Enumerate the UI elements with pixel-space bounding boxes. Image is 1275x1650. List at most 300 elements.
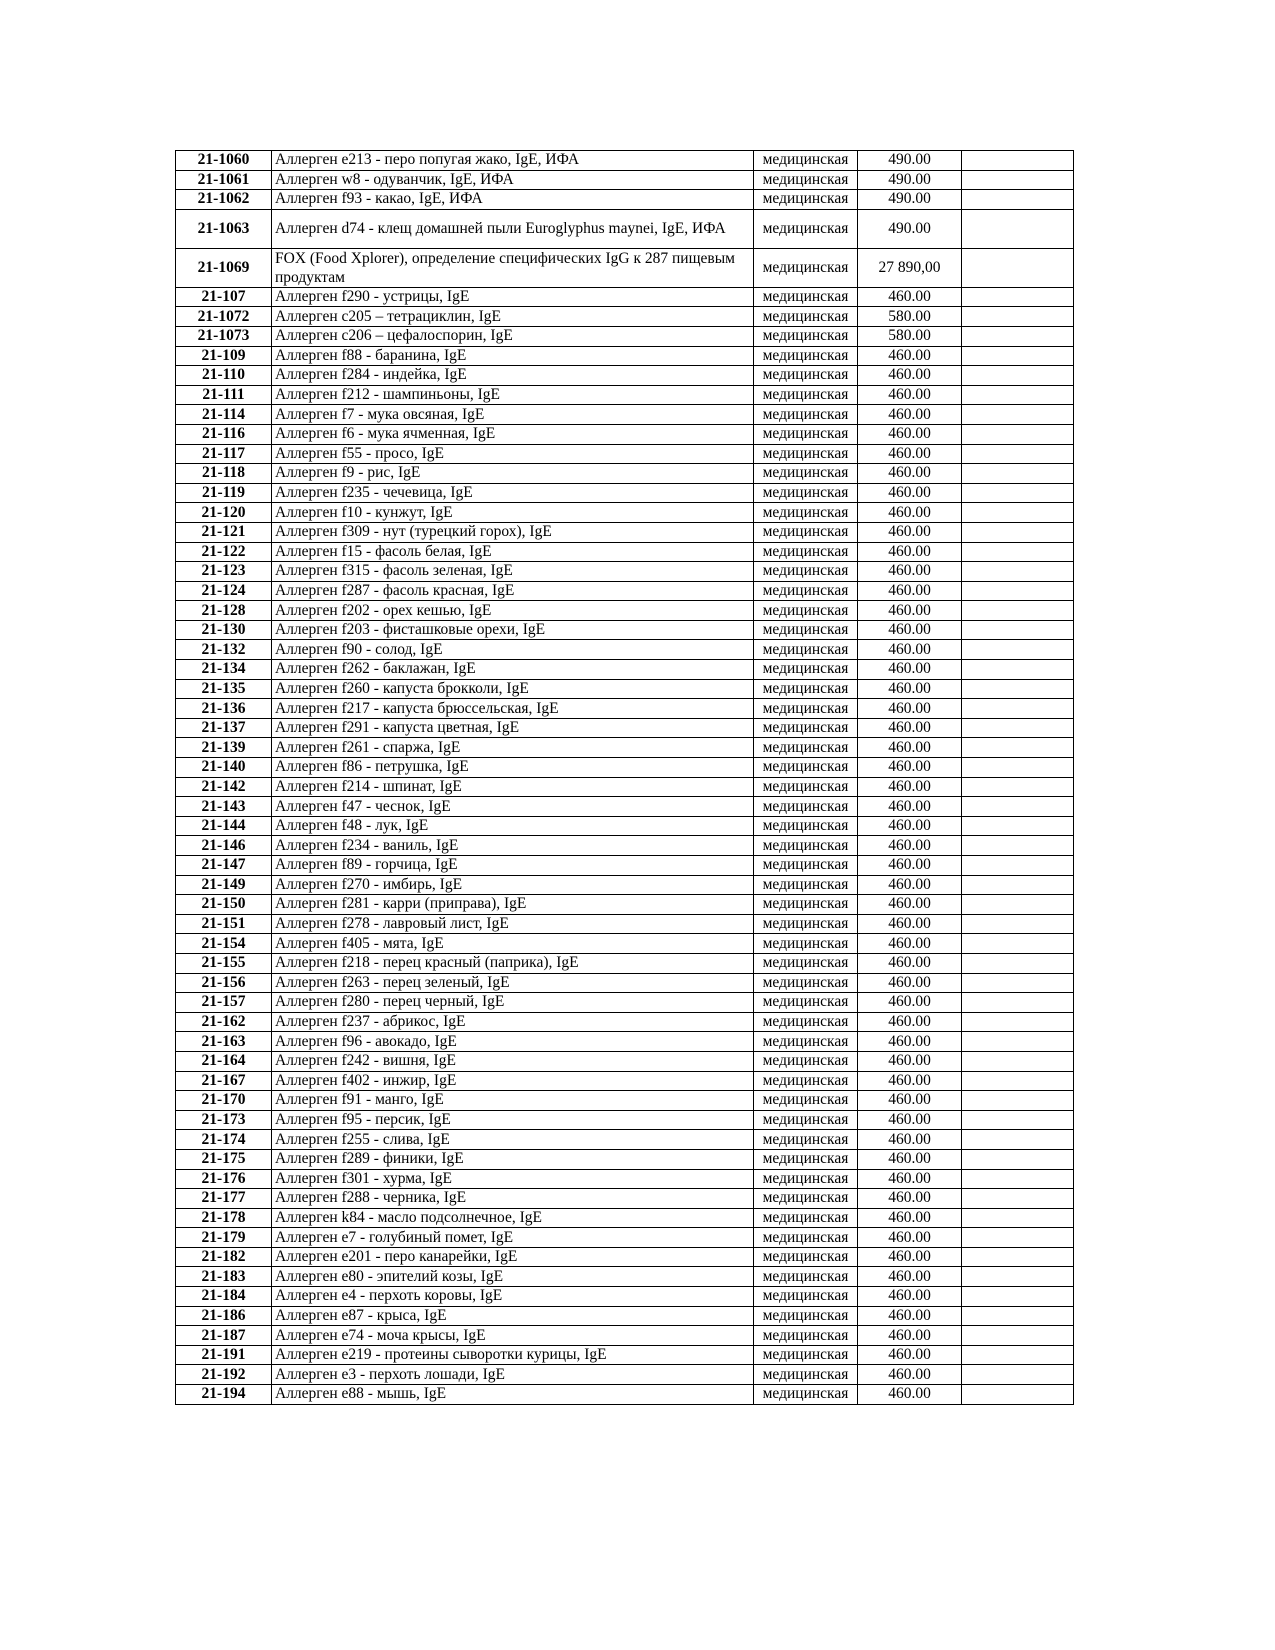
service-code-cell: 21-122 xyxy=(176,542,272,562)
table-row xyxy=(176,542,1074,562)
service-type-cell: медицинская xyxy=(754,738,858,758)
empty-cell xyxy=(962,1149,1074,1169)
service-code-cell: 21-123 xyxy=(176,562,272,582)
table-row xyxy=(176,1169,1074,1189)
service-type-cell: медицинская xyxy=(754,973,858,993)
table-row xyxy=(176,640,1074,660)
table-row xyxy=(176,718,1074,738)
empty-cell xyxy=(962,385,1074,405)
service-type-cell: медицинская xyxy=(754,856,858,876)
service-name-cell: Аллерген e219 - протеины сыворотки курицы, IgE xyxy=(272,1345,754,1365)
service-code-cell: 21-118 xyxy=(176,464,272,484)
service-code-cell: 21-150 xyxy=(176,895,272,915)
table-row xyxy=(176,326,1074,346)
empty-cell xyxy=(962,542,1074,562)
table-row xyxy=(176,953,1074,973)
price-cell: 460.00 xyxy=(858,1228,962,1248)
table-row xyxy=(176,973,1074,993)
price-cell: 460.00 xyxy=(858,816,962,836)
empty-cell xyxy=(962,856,1074,876)
service-code-cell: 21-194 xyxy=(176,1385,272,1405)
table-row xyxy=(176,190,1074,210)
price-cell: 460.00 xyxy=(858,562,962,582)
table-row xyxy=(176,1365,1074,1385)
service-type-cell: медицинская xyxy=(754,326,858,346)
price-cell: 460.00 xyxy=(858,1032,962,1052)
price-cell: 460.00 xyxy=(858,1247,962,1267)
table-row xyxy=(176,836,1074,856)
service-type-cell: медицинская xyxy=(754,1365,858,1385)
table-row xyxy=(176,699,1074,719)
service-code-cell: 21-114 xyxy=(176,405,272,425)
price-cell: 460.00 xyxy=(858,405,962,425)
service-type-cell: медицинская xyxy=(754,718,858,738)
empty-cell xyxy=(962,758,1074,778)
empty-cell xyxy=(962,620,1074,640)
table-row xyxy=(176,1287,1074,1307)
empty-cell xyxy=(962,444,1074,464)
service-name-cell: Аллерген f278 - лавровый лист, IgE xyxy=(272,914,754,934)
service-type-cell: медицинская xyxy=(754,1091,858,1111)
service-code-cell: 21-151 xyxy=(176,914,272,934)
service-name-cell: Аллерген e88 - мышь, IgE xyxy=(272,1385,754,1405)
price-cell: 460.00 xyxy=(858,875,962,895)
service-name-cell: Аллерген f255 - слива, IgE xyxy=(272,1130,754,1150)
price-cell: 460.00 xyxy=(858,1208,962,1228)
service-name-cell: Аллерген f242 - вишня, IgE xyxy=(272,1051,754,1071)
empty-cell xyxy=(962,993,1074,1013)
service-code-cell: 21-183 xyxy=(176,1267,272,1287)
price-cell: 460.00 xyxy=(858,1345,962,1365)
empty-cell xyxy=(962,581,1074,601)
price-cell: 460.00 xyxy=(858,366,962,386)
service-code-cell: 21-111 xyxy=(176,385,272,405)
service-name-cell: Аллерген f280 - перец черный, IgE xyxy=(272,993,754,1013)
service-name-cell: Аллерген e201 - перо канарейки, IgE xyxy=(272,1247,754,1267)
service-code-cell: 21-121 xyxy=(176,522,272,542)
service-name-cell: Аллерген w8 - одуванчик, IgE, ИФА xyxy=(272,170,754,190)
price-cell: 460.00 xyxy=(858,836,962,856)
table-row xyxy=(176,856,1074,876)
service-name-cell: Аллерген f7 - мука овсяная, IgE xyxy=(272,405,754,425)
service-name-cell: Аллерген f261 - спаржа, IgE xyxy=(272,738,754,758)
service-name-cell: Аллерген f402 - инжир, IgE xyxy=(272,1071,754,1091)
service-code-cell: 21-149 xyxy=(176,875,272,895)
price-cell: 460.00 xyxy=(858,1189,962,1209)
price-cell: 580.00 xyxy=(858,307,962,327)
empty-cell xyxy=(962,248,1074,287)
service-code-cell: 21-130 xyxy=(176,620,272,640)
service-code-cell: 21-191 xyxy=(176,1345,272,1365)
service-code-cell: 21-182 xyxy=(176,1247,272,1267)
price-cell: 460.00 xyxy=(858,1012,962,1032)
service-code-cell: 21-156 xyxy=(176,973,272,993)
service-code-cell: 21-120 xyxy=(176,503,272,523)
service-code-cell: 21-187 xyxy=(176,1326,272,1346)
empty-cell xyxy=(962,1345,1074,1365)
price-cell: 460.00 xyxy=(858,718,962,738)
service-code-cell: 21-1063 xyxy=(176,209,272,248)
table-row xyxy=(176,562,1074,582)
service-name-cell: Аллерген f88 - баранина, IgE xyxy=(272,346,754,366)
table-row xyxy=(176,895,1074,915)
service-name-cell: Аллерген f235 - чечевица, IgE xyxy=(272,483,754,503)
table-row xyxy=(176,1032,1074,1052)
price-cell: 460.00 xyxy=(858,1365,962,1385)
table-row xyxy=(176,1130,1074,1150)
empty-cell xyxy=(962,1365,1074,1385)
empty-cell xyxy=(962,190,1074,210)
service-code-cell: 21-178 xyxy=(176,1208,272,1228)
service-code-cell: 21-143 xyxy=(176,797,272,817)
service-name-cell: Аллерген f290 - устрицы, IgE xyxy=(272,287,754,307)
empty-cell xyxy=(962,699,1074,719)
service-code-cell: 21-110 xyxy=(176,366,272,386)
service-name-cell: Аллерген f263 - перец зеленый, IgE xyxy=(272,973,754,993)
table-row xyxy=(176,1267,1074,1287)
service-type-cell: медицинская xyxy=(754,699,858,719)
service-code-cell: 21-119 xyxy=(176,483,272,503)
table-row xyxy=(176,522,1074,542)
price-cell: 490.00 xyxy=(858,151,962,171)
service-code-cell: 21-132 xyxy=(176,640,272,660)
price-list-table xyxy=(175,150,1074,1405)
service-type-cell: медицинская xyxy=(754,1012,858,1032)
price-cell: 460.00 xyxy=(858,483,962,503)
service-code-cell: 21-124 xyxy=(176,581,272,601)
service-code-cell: 21-167 xyxy=(176,1071,272,1091)
service-name-cell: Аллерген f47 - чеснок, IgE xyxy=(272,797,754,817)
service-code-cell: 21-163 xyxy=(176,1032,272,1052)
price-cell: 460.00 xyxy=(858,1130,962,1150)
empty-cell xyxy=(962,424,1074,444)
service-type-cell: медицинская xyxy=(754,777,858,797)
empty-cell xyxy=(962,601,1074,621)
table-row xyxy=(176,366,1074,386)
empty-cell xyxy=(962,1189,1074,1209)
table-row xyxy=(176,660,1074,680)
service-name-cell: Аллерген f90 - солод, IgE xyxy=(272,640,754,660)
price-cell: 460.00 xyxy=(858,953,962,973)
table-row xyxy=(176,307,1074,327)
service-name-cell: Аллерген f96 - авокадо, IgE xyxy=(272,1032,754,1052)
service-name-cell: Аллерген f309 - нут (турецкий горох), IgE xyxy=(272,522,754,542)
price-cell: 460.00 xyxy=(858,424,962,444)
empty-cell xyxy=(962,562,1074,582)
service-type-cell: медицинская xyxy=(754,151,858,171)
empty-cell xyxy=(962,366,1074,386)
service-code-cell: 21-134 xyxy=(176,660,272,680)
service-type-cell: медицинская xyxy=(754,1110,858,1130)
service-code-cell: 21-1062 xyxy=(176,190,272,210)
price-cell: 460.00 xyxy=(858,620,962,640)
service-type-cell: медицинская xyxy=(754,993,858,1013)
table-row xyxy=(176,1012,1074,1032)
empty-cell xyxy=(962,1012,1074,1032)
service-code-cell: 21-173 xyxy=(176,1110,272,1130)
service-code-cell: 21-186 xyxy=(176,1306,272,1326)
table-row xyxy=(176,287,1074,307)
table-row xyxy=(176,1326,1074,1346)
empty-cell xyxy=(962,679,1074,699)
service-code-cell: 21-107 xyxy=(176,287,272,307)
price-cell: 490.00 xyxy=(858,190,962,210)
service-type-cell: медицинская xyxy=(754,1385,858,1405)
service-type-cell: медицинская xyxy=(754,503,858,523)
price-cell: 460.00 xyxy=(858,346,962,366)
service-name-cell: Аллерген f405 - мята, IgE xyxy=(272,934,754,954)
price-cell: 460.00 xyxy=(858,522,962,542)
service-code-cell: 21-137 xyxy=(176,718,272,738)
empty-cell xyxy=(962,522,1074,542)
table-row xyxy=(176,816,1074,836)
service-type-cell: медицинская xyxy=(754,1345,858,1365)
price-cell: 460.00 xyxy=(858,581,962,601)
service-name-cell: Аллерген f262 - баклажан, IgE xyxy=(272,660,754,680)
table-row xyxy=(176,464,1074,484)
service-type-cell: медицинская xyxy=(754,581,858,601)
service-type-cell: медицинская xyxy=(754,679,858,699)
service-name-cell: Аллерген c206 – цефалоспорин, IgE xyxy=(272,326,754,346)
service-type-cell: медицинская xyxy=(754,934,858,954)
table-row xyxy=(176,1110,1074,1130)
service-name-cell: Аллерген f95 - персик, IgE xyxy=(272,1110,754,1130)
table-row xyxy=(176,914,1074,934)
service-type-cell: медицинская xyxy=(754,836,858,856)
price-cell: 27 890,00 xyxy=(858,248,962,287)
service-name-cell: Аллерген f217 - капуста брюссельская, IgE xyxy=(272,699,754,719)
price-cell: 460.00 xyxy=(858,1169,962,1189)
price-cell: 490.00 xyxy=(858,170,962,190)
service-code-cell: 21-157 xyxy=(176,993,272,1013)
service-name-cell: Аллерген e74 - моча крысы, IgE xyxy=(272,1326,754,1346)
empty-cell xyxy=(962,797,1074,817)
table-row xyxy=(176,209,1074,248)
service-code-cell: 21-176 xyxy=(176,1169,272,1189)
price-cell: 460.00 xyxy=(858,856,962,876)
service-type-cell: медицинская xyxy=(754,464,858,484)
empty-cell xyxy=(962,287,1074,307)
service-code-cell: 21-1069 xyxy=(176,248,272,287)
service-code-cell: 21-140 xyxy=(176,758,272,778)
service-code-cell: 21-1073 xyxy=(176,326,272,346)
empty-cell xyxy=(962,483,1074,503)
empty-cell xyxy=(962,1091,1074,1111)
price-cell: 460.00 xyxy=(858,797,962,817)
price-cell: 460.00 xyxy=(858,542,962,562)
service-code-cell: 21-128 xyxy=(176,601,272,621)
service-name-cell: Аллерген f234 - ваниль, IgE xyxy=(272,836,754,856)
service-code-cell: 21-147 xyxy=(176,856,272,876)
price-cell: 460.00 xyxy=(858,738,962,758)
empty-cell xyxy=(962,738,1074,758)
service-type-cell: медицинская xyxy=(754,953,858,973)
service-name-cell: Аллерген f270 - имбирь, IgE xyxy=(272,875,754,895)
service-name-cell: Аллерген e80 - эпителий козы, IgE xyxy=(272,1267,754,1287)
empty-cell xyxy=(962,1051,1074,1071)
empty-cell xyxy=(962,895,1074,915)
service-type-cell: медицинская xyxy=(754,405,858,425)
service-name-cell: Аллерген f237 - абрикос, IgE xyxy=(272,1012,754,1032)
table-row xyxy=(176,405,1074,425)
price-cell: 460.00 xyxy=(858,1071,962,1091)
empty-cell xyxy=(962,914,1074,934)
service-name-cell: Аллерген f86 - петрушка, IgE xyxy=(272,758,754,778)
service-type-cell: медицинская xyxy=(754,483,858,503)
table-row xyxy=(176,1091,1074,1111)
table-row xyxy=(176,797,1074,817)
empty-cell xyxy=(962,1385,1074,1405)
service-name-cell: Аллерген f291 - капуста цветная, IgE xyxy=(272,718,754,738)
empty-cell xyxy=(962,151,1074,171)
service-type-cell: медицинская xyxy=(754,1189,858,1209)
service-code-cell: 21-175 xyxy=(176,1149,272,1169)
table-row xyxy=(176,679,1074,699)
price-cell: 460.00 xyxy=(858,640,962,660)
empty-cell xyxy=(962,1071,1074,1091)
table-row xyxy=(176,483,1074,503)
price-cell: 460.00 xyxy=(858,444,962,464)
service-code-cell: 21-162 xyxy=(176,1012,272,1032)
price-cell: 460.00 xyxy=(858,287,962,307)
service-code-cell: 21-1072 xyxy=(176,307,272,327)
price-cell: 460.00 xyxy=(858,1306,962,1326)
service-type-cell: медицинская xyxy=(754,914,858,934)
table-row xyxy=(176,1208,1074,1228)
empty-cell xyxy=(962,973,1074,993)
service-type-cell: медицинская xyxy=(754,444,858,464)
price-cell: 460.00 xyxy=(858,993,962,1013)
service-name-cell: Аллерген f218 - перец красный (паприка), IgE xyxy=(272,953,754,973)
price-cell: 460.00 xyxy=(858,1110,962,1130)
service-name-cell: Аллерген f89 - горчица, IgE xyxy=(272,856,754,876)
table-row xyxy=(176,1228,1074,1248)
service-type-cell: медицинская xyxy=(754,601,858,621)
price-cell: 460.00 xyxy=(858,1267,962,1287)
empty-cell xyxy=(962,836,1074,856)
service-type-cell: медицинская xyxy=(754,424,858,444)
service-name-cell: Аллерген f214 - шпинат, IgE xyxy=(272,777,754,797)
service-code-cell: 21-142 xyxy=(176,777,272,797)
service-type-cell: медицинская xyxy=(754,1051,858,1071)
empty-cell xyxy=(962,1208,1074,1228)
price-list-body xyxy=(176,151,1074,1405)
service-type-cell: медицинская xyxy=(754,875,858,895)
service-name-cell: Аллерген f203 - фисташковые орехи, IgE xyxy=(272,620,754,640)
service-name-cell: Аллерген f91 - манго, IgE xyxy=(272,1091,754,1111)
service-type-cell: медицинская xyxy=(754,1130,858,1150)
service-name-cell: Аллерген f212 - шампиньоны, IgE xyxy=(272,385,754,405)
service-type-cell: медицинская xyxy=(754,797,858,817)
service-type-cell: медицинская xyxy=(754,1032,858,1052)
price-cell: 460.00 xyxy=(858,464,962,484)
empty-cell xyxy=(962,640,1074,660)
service-name-cell: Аллерген f15 - фасоль белая, IgE xyxy=(272,542,754,562)
table-row xyxy=(176,1071,1074,1091)
table-row xyxy=(176,346,1074,366)
price-cell: 460.00 xyxy=(858,601,962,621)
service-code-cell: 21-117 xyxy=(176,444,272,464)
service-type-cell: медицинская xyxy=(754,620,858,640)
service-name-cell: Аллерген f288 - черника, IgE xyxy=(272,1189,754,1209)
service-code-cell: 21-184 xyxy=(176,1287,272,1307)
service-name-cell: Аллерген f315 - фасоль зеленая, IgE xyxy=(272,562,754,582)
service-type-cell: медицинская xyxy=(754,248,858,287)
empty-cell xyxy=(962,1287,1074,1307)
price-cell: 460.00 xyxy=(858,1091,962,1111)
service-code-cell: 21-164 xyxy=(176,1051,272,1071)
service-name-cell: Аллерген f9 - рис, IgE xyxy=(272,464,754,484)
empty-cell xyxy=(962,209,1074,248)
service-name-cell: Аллерген e3 - перхоть лошади, IgE xyxy=(272,1365,754,1385)
table-row xyxy=(176,1385,1074,1405)
service-type-cell: медицинская xyxy=(754,1071,858,1091)
service-name-cell: Аллерген e87 - крыса, IgE xyxy=(272,1306,754,1326)
service-code-cell: 21-116 xyxy=(176,424,272,444)
service-name-cell: Аллерген e4 - перхоть коровы, IgE xyxy=(272,1287,754,1307)
table-row xyxy=(176,1149,1074,1169)
table-row xyxy=(176,1051,1074,1071)
empty-cell xyxy=(962,405,1074,425)
price-cell: 460.00 xyxy=(858,679,962,699)
empty-cell xyxy=(962,875,1074,895)
price-cell: 460.00 xyxy=(858,1326,962,1346)
empty-cell xyxy=(962,326,1074,346)
empty-cell xyxy=(962,777,1074,797)
empty-cell xyxy=(962,1247,1074,1267)
service-type-cell: медицинская xyxy=(754,287,858,307)
table-row xyxy=(176,620,1074,640)
service-type-cell: медицинская xyxy=(754,170,858,190)
service-type-cell: медицинская xyxy=(754,385,858,405)
table-row xyxy=(176,1306,1074,1326)
service-type-cell: медицинская xyxy=(754,895,858,915)
service-name-cell: Аллерген f289 - финики, IgE xyxy=(272,1149,754,1169)
empty-cell xyxy=(962,718,1074,738)
service-name-cell: Аллерген f260 - капуста брокколи, IgE xyxy=(272,679,754,699)
service-type-cell: медицинская xyxy=(754,1306,858,1326)
table-row xyxy=(176,934,1074,954)
service-type-cell: медицинская xyxy=(754,1267,858,1287)
service-code-cell: 21-135 xyxy=(176,679,272,699)
service-name-cell: Аллерген f55 - просо, IgE xyxy=(272,444,754,464)
price-cell: 460.00 xyxy=(858,1287,962,1307)
service-type-cell: медицинская xyxy=(754,1326,858,1346)
service-name-cell: FOX (Food Xplorer), определение специфических IgG к 287 пищевым продуктам xyxy=(272,248,754,287)
service-type-cell: медицинская xyxy=(754,640,858,660)
table-row xyxy=(176,170,1074,190)
table-row xyxy=(176,1189,1074,1209)
price-cell: 460.00 xyxy=(858,660,962,680)
empty-cell xyxy=(962,1306,1074,1326)
service-name-cell: Аллерген e213 - перо попугая жако, IgE, ИФА xyxy=(272,151,754,171)
service-name-cell: Аллерген f284 - индейка, IgE xyxy=(272,366,754,386)
table-row xyxy=(176,1247,1074,1267)
service-type-cell: медицинская xyxy=(754,542,858,562)
service-name-cell: Аллерген f281 - карри (приправа), IgE xyxy=(272,895,754,915)
service-code-cell: 21-179 xyxy=(176,1228,272,1248)
service-type-cell: медицинская xyxy=(754,1228,858,1248)
service-name-cell: Аллерген f93 - какао, IgE, ИФА xyxy=(272,190,754,210)
empty-cell xyxy=(962,660,1074,680)
price-cell: 460.00 xyxy=(858,914,962,934)
table-row xyxy=(176,758,1074,778)
price-cell: 460.00 xyxy=(858,385,962,405)
service-code-cell: 21-1060 xyxy=(176,151,272,171)
service-type-cell: медицинская xyxy=(754,307,858,327)
service-name-cell: Аллерген f48 - лук, IgE xyxy=(272,816,754,836)
table-row xyxy=(176,738,1074,758)
